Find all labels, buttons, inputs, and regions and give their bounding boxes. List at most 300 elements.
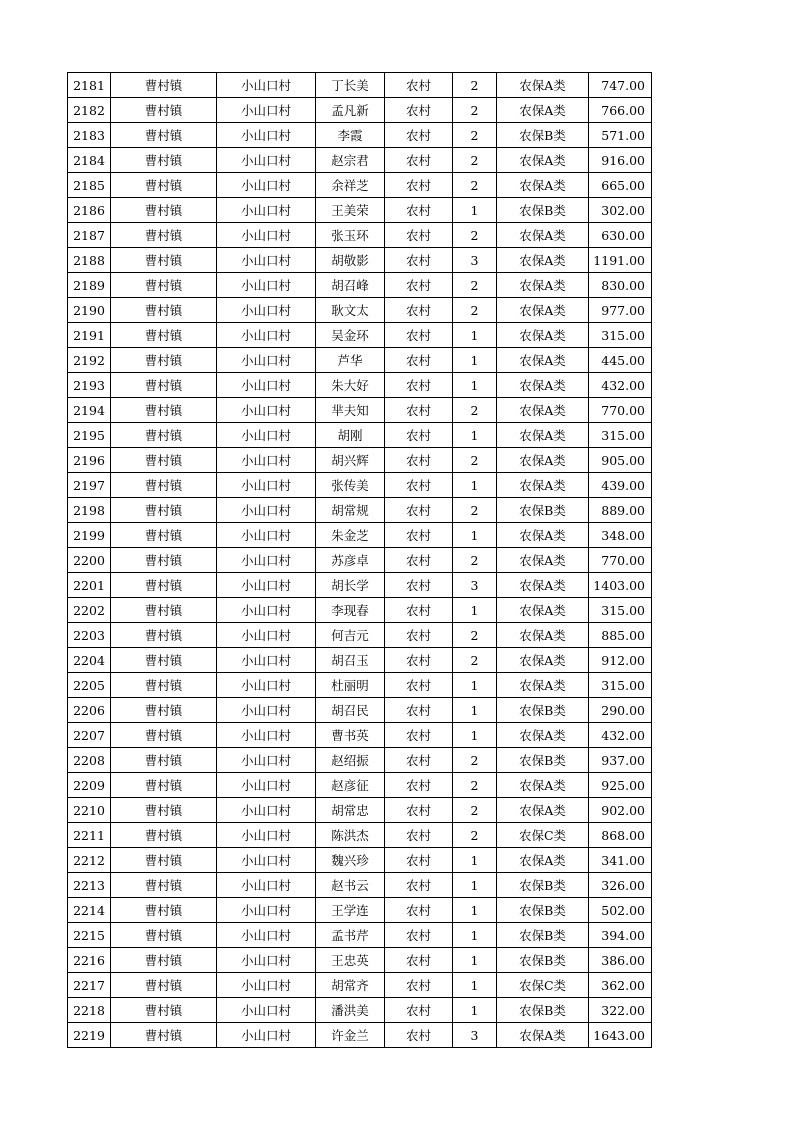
town-cell: 曹村镇 (111, 1023, 217, 1048)
town-cell: 曹村镇 (111, 948, 217, 973)
town-cell: 曹村镇 (111, 423, 217, 448)
category-cell: 农保A类 (497, 573, 589, 598)
village-cell: 小山口村 (217, 448, 316, 473)
amount-cell: 341.00 (589, 848, 652, 873)
row-number-cell: 2212 (68, 848, 111, 873)
town-cell: 曹村镇 (111, 198, 217, 223)
amount-cell: 439.00 (589, 473, 652, 498)
category-cell: 农保B类 (497, 698, 589, 723)
table-row (68, 473, 652, 498)
area-type-cell: 农村 (385, 223, 453, 248)
amount-cell: 445.00 (589, 348, 652, 373)
amount-cell: 432.00 (589, 373, 652, 398)
amount-cell: 348.00 (589, 523, 652, 548)
area-type-cell: 农村 (385, 423, 453, 448)
name-cell: 王忠英 (316, 948, 385, 973)
area-type-cell: 农村 (385, 948, 453, 973)
town-cell: 曹村镇 (111, 698, 217, 723)
row-number-cell: 2219 (68, 1023, 111, 1048)
area-type-cell: 农村 (385, 698, 453, 723)
town-cell: 曹村镇 (111, 973, 217, 998)
town-cell: 曹村镇 (111, 373, 217, 398)
town-cell: 曹村镇 (111, 98, 217, 123)
household-size-cell: 2 (453, 173, 497, 198)
household-size-cell: 2 (453, 123, 497, 148)
name-cell: 陈洪杰 (316, 823, 385, 848)
category-cell: 农保B类 (497, 873, 589, 898)
row-number-cell: 2188 (68, 248, 111, 273)
row-number-cell: 2208 (68, 748, 111, 773)
row-number-cell: 2196 (68, 448, 111, 473)
name-cell: 曹书英 (316, 723, 385, 748)
area-type-cell: 农村 (385, 248, 453, 273)
data-table (67, 72, 652, 1048)
town-cell: 曹村镇 (111, 498, 217, 523)
area-type-cell: 农村 (385, 773, 453, 798)
village-cell: 小山口村 (217, 998, 316, 1023)
name-cell: 王学连 (316, 898, 385, 923)
category-cell: 农保A类 (497, 298, 589, 323)
name-cell: 胡刚 (316, 423, 385, 448)
table-row (68, 723, 652, 748)
row-number-cell: 2184 (68, 148, 111, 173)
row-number-cell: 2194 (68, 398, 111, 423)
row-number-cell: 2193 (68, 373, 111, 398)
village-cell: 小山口村 (217, 323, 316, 348)
village-cell: 小山口村 (217, 73, 316, 98)
amount-cell: 322.00 (589, 998, 652, 1023)
table-row (68, 448, 652, 473)
town-cell: 曹村镇 (111, 248, 217, 273)
household-size-cell: 1 (453, 873, 497, 898)
village-cell: 小山口村 (217, 273, 316, 298)
amount-cell: 905.00 (589, 448, 652, 473)
row-number-cell: 2203 (68, 623, 111, 648)
amount-cell: 770.00 (589, 398, 652, 423)
amount-cell: 925.00 (589, 773, 652, 798)
name-cell: 赵绍振 (316, 748, 385, 773)
household-size-cell: 1 (453, 423, 497, 448)
amount-cell: 830.00 (589, 273, 652, 298)
village-cell: 小山口村 (217, 148, 316, 173)
table-row (68, 173, 652, 198)
category-cell: 农保A类 (497, 323, 589, 348)
area-type-cell: 农村 (385, 1023, 453, 1048)
area-type-cell: 农村 (385, 573, 453, 598)
village-cell: 小山口村 (217, 398, 316, 423)
table-row (68, 598, 652, 623)
category-cell: 农保A类 (497, 1023, 589, 1048)
area-type-cell: 农村 (385, 173, 453, 198)
amount-cell: 665.00 (589, 173, 652, 198)
town-cell: 曹村镇 (111, 298, 217, 323)
category-cell: 农保A类 (497, 173, 589, 198)
village-cell: 小山口村 (217, 223, 316, 248)
table-row (68, 73, 652, 98)
town-cell: 曹村镇 (111, 148, 217, 173)
name-cell: 王美荣 (316, 198, 385, 223)
household-size-cell: 1 (453, 698, 497, 723)
name-cell: 胡兴辉 (316, 448, 385, 473)
household-size-cell: 1 (453, 523, 497, 548)
category-cell: 农保C类 (497, 823, 589, 848)
name-cell: 胡常齐 (316, 973, 385, 998)
town-cell: 曹村镇 (111, 873, 217, 898)
name-cell: 胡长学 (316, 573, 385, 598)
area-type-cell: 农村 (385, 848, 453, 873)
table-row (68, 623, 652, 648)
table-row (68, 948, 652, 973)
table-row (68, 148, 652, 173)
household-size-cell: 2 (453, 73, 497, 98)
area-type-cell: 农村 (385, 323, 453, 348)
area-type-cell: 农村 (385, 523, 453, 548)
amount-cell: 1643.00 (589, 1023, 652, 1048)
table-row (68, 398, 652, 423)
village-cell: 小山口村 (217, 573, 316, 598)
village-cell: 小山口村 (217, 523, 316, 548)
table-row (68, 423, 652, 448)
village-cell: 小山口村 (217, 923, 316, 948)
area-type-cell: 农村 (385, 648, 453, 673)
area-type-cell: 农村 (385, 973, 453, 998)
area-type-cell: 农村 (385, 723, 453, 748)
table-row (68, 698, 652, 723)
row-number-cell: 2205 (68, 673, 111, 698)
area-type-cell: 农村 (385, 348, 453, 373)
town-cell: 曹村镇 (111, 523, 217, 548)
area-type-cell: 农村 (385, 298, 453, 323)
name-cell: 胡敬影 (316, 248, 385, 273)
table-row (68, 748, 652, 773)
area-type-cell: 农村 (385, 823, 453, 848)
area-type-cell: 农村 (385, 898, 453, 923)
town-cell: 曹村镇 (111, 223, 217, 248)
row-number-cell: 2202 (68, 598, 111, 623)
village-cell: 小山口村 (217, 898, 316, 923)
table-row (68, 823, 652, 848)
amount-cell: 362.00 (589, 973, 652, 998)
category-cell: 农保A类 (497, 348, 589, 373)
row-number-cell: 2195 (68, 423, 111, 448)
town-cell: 曹村镇 (111, 548, 217, 573)
village-cell: 小山口村 (217, 248, 316, 273)
village-cell: 小山口村 (217, 623, 316, 648)
table-row (68, 773, 652, 798)
name-cell: 何吉元 (316, 623, 385, 648)
area-type-cell: 农村 (385, 498, 453, 523)
table-row (68, 573, 652, 598)
village-cell: 小山口村 (217, 123, 316, 148)
table-row (68, 548, 652, 573)
village-cell: 小山口村 (217, 548, 316, 573)
household-size-cell: 2 (453, 98, 497, 123)
name-cell: 杜丽明 (316, 673, 385, 698)
household-size-cell: 2 (453, 148, 497, 173)
town-cell: 曹村镇 (111, 823, 217, 848)
village-cell: 小山口村 (217, 823, 316, 848)
name-cell: 朱金芝 (316, 523, 385, 548)
area-type-cell: 农村 (385, 123, 453, 148)
amount-cell: 912.00 (589, 648, 652, 673)
household-size-cell: 2 (453, 798, 497, 823)
amount-cell: 885.00 (589, 623, 652, 648)
town-cell: 曹村镇 (111, 898, 217, 923)
category-cell: 农保B类 (497, 923, 589, 948)
name-cell: 苏彦卓 (316, 548, 385, 573)
category-cell: 农保A类 (497, 623, 589, 648)
household-size-cell: 2 (453, 448, 497, 473)
table-row (68, 373, 652, 398)
amount-cell: 315.00 (589, 598, 652, 623)
amount-cell: 937.00 (589, 748, 652, 773)
household-size-cell: 2 (453, 648, 497, 673)
town-cell: 曹村镇 (111, 323, 217, 348)
row-number-cell: 2198 (68, 498, 111, 523)
village-cell: 小山口村 (217, 798, 316, 823)
town-cell: 曹村镇 (111, 798, 217, 823)
area-type-cell: 农村 (385, 548, 453, 573)
area-type-cell: 农村 (385, 598, 453, 623)
row-number-cell: 2211 (68, 823, 111, 848)
area-type-cell: 农村 (385, 748, 453, 773)
amount-cell: 315.00 (589, 673, 652, 698)
household-size-cell: 1 (453, 198, 497, 223)
village-cell: 小山口村 (217, 648, 316, 673)
village-cell: 小山口村 (217, 848, 316, 873)
town-cell: 曹村镇 (111, 273, 217, 298)
table-row (68, 198, 652, 223)
category-cell: 农保B类 (497, 198, 589, 223)
town-cell: 曹村镇 (111, 123, 217, 148)
row-number-cell: 2204 (68, 648, 111, 673)
amount-cell: 1403.00 (589, 573, 652, 598)
area-type-cell: 农村 (385, 923, 453, 948)
category-cell: 农保A类 (497, 448, 589, 473)
table-row (68, 498, 652, 523)
village-cell: 小山口村 (217, 298, 316, 323)
table-row (68, 223, 652, 248)
row-number-cell: 2192 (68, 348, 111, 373)
name-cell: 张传美 (316, 473, 385, 498)
area-type-cell: 农村 (385, 373, 453, 398)
row-number-cell: 2201 (68, 573, 111, 598)
category-cell: 农保B类 (497, 123, 589, 148)
name-cell: 许金兰 (316, 1023, 385, 1048)
amount-cell: 386.00 (589, 948, 652, 973)
household-size-cell: 1 (453, 848, 497, 873)
household-size-cell: 2 (453, 748, 497, 773)
category-cell: 农保A类 (497, 273, 589, 298)
name-cell: 李现春 (316, 598, 385, 623)
row-number-cell: 2187 (68, 223, 111, 248)
table-row (68, 1023, 652, 1048)
amount-cell: 394.00 (589, 923, 652, 948)
village-cell: 小山口村 (217, 598, 316, 623)
town-cell: 曹村镇 (111, 748, 217, 773)
town-cell: 曹村镇 (111, 473, 217, 498)
table-row (68, 298, 652, 323)
row-number-cell: 2190 (68, 298, 111, 323)
area-type-cell: 农村 (385, 798, 453, 823)
category-cell: 农保A类 (497, 648, 589, 673)
row-number-cell: 2181 (68, 73, 111, 98)
household-size-cell: 1 (453, 598, 497, 623)
amount-cell: 889.00 (589, 498, 652, 523)
area-type-cell: 农村 (385, 198, 453, 223)
row-number-cell: 2200 (68, 548, 111, 573)
amount-cell: 868.00 (589, 823, 652, 848)
town-cell: 曹村镇 (111, 648, 217, 673)
row-number-cell: 2191 (68, 323, 111, 348)
village-cell: 小山口村 (217, 873, 316, 898)
town-cell: 曹村镇 (111, 73, 217, 98)
category-cell: 农保B类 (497, 748, 589, 773)
name-cell: 芈夫知 (316, 398, 385, 423)
table-row (68, 898, 652, 923)
town-cell: 曹村镇 (111, 173, 217, 198)
amount-cell: 630.00 (589, 223, 652, 248)
category-cell: 农保A类 (497, 73, 589, 98)
row-number-cell: 2197 (68, 473, 111, 498)
row-number-cell: 2189 (68, 273, 111, 298)
amount-cell: 502.00 (589, 898, 652, 923)
village-cell: 小山口村 (217, 98, 316, 123)
area-type-cell: 农村 (385, 673, 453, 698)
household-size-cell: 2 (453, 498, 497, 523)
row-number-cell: 2186 (68, 198, 111, 223)
village-cell: 小山口村 (217, 1023, 316, 1048)
name-cell: 赵宗君 (316, 148, 385, 173)
village-cell: 小山口村 (217, 723, 316, 748)
town-cell: 曹村镇 (111, 398, 217, 423)
name-cell: 孟书芹 (316, 923, 385, 948)
name-cell: 胡召玉 (316, 648, 385, 673)
row-number-cell: 2209 (68, 773, 111, 798)
category-cell: 农保A类 (497, 98, 589, 123)
area-type-cell: 农村 (385, 873, 453, 898)
town-cell: 曹村镇 (111, 923, 217, 948)
household-size-cell: 2 (453, 398, 497, 423)
category-cell: 农保A类 (497, 798, 589, 823)
area-type-cell: 农村 (385, 273, 453, 298)
amount-cell: 1191.00 (589, 248, 652, 273)
row-number-cell: 2207 (68, 723, 111, 748)
household-size-cell: 1 (453, 973, 497, 998)
household-size-cell: 3 (453, 248, 497, 273)
household-size-cell: 1 (453, 998, 497, 1023)
amount-cell: 315.00 (589, 423, 652, 448)
name-cell: 吴金环 (316, 323, 385, 348)
town-cell: 曹村镇 (111, 998, 217, 1023)
area-type-cell: 农村 (385, 148, 453, 173)
row-number-cell: 2214 (68, 898, 111, 923)
category-cell: 农保A类 (497, 373, 589, 398)
category-cell: 农保A类 (497, 548, 589, 573)
table-row (68, 323, 652, 348)
name-cell: 赵彦征 (316, 773, 385, 798)
category-cell: 农保A类 (497, 848, 589, 873)
town-cell: 曹村镇 (111, 598, 217, 623)
table-row (68, 848, 652, 873)
village-cell: 小山口村 (217, 773, 316, 798)
amount-cell: 770.00 (589, 548, 652, 573)
row-number-cell: 2210 (68, 798, 111, 823)
household-size-cell: 1 (453, 473, 497, 498)
village-cell: 小山口村 (217, 348, 316, 373)
table-row (68, 923, 652, 948)
row-number-cell: 2183 (68, 123, 111, 148)
category-cell: 农保A类 (497, 473, 589, 498)
town-cell: 曹村镇 (111, 448, 217, 473)
table-row (68, 673, 652, 698)
amount-cell: 290.00 (589, 698, 652, 723)
area-type-cell: 农村 (385, 98, 453, 123)
row-number-cell: 2213 (68, 873, 111, 898)
name-cell: 赵书云 (316, 873, 385, 898)
row-number-cell: 2216 (68, 948, 111, 973)
category-cell: 农保B类 (497, 898, 589, 923)
category-cell: 农保B类 (497, 498, 589, 523)
category-cell: 农保A类 (497, 673, 589, 698)
household-size-cell: 1 (453, 898, 497, 923)
row-number-cell: 2218 (68, 998, 111, 1023)
category-cell: 农保A类 (497, 773, 589, 798)
village-cell: 小山口村 (217, 198, 316, 223)
amount-cell: 326.00 (589, 873, 652, 898)
town-cell: 曹村镇 (111, 773, 217, 798)
category-cell: 农保A类 (497, 148, 589, 173)
area-type-cell: 农村 (385, 998, 453, 1023)
village-cell: 小山口村 (217, 373, 316, 398)
area-type-cell: 农村 (385, 623, 453, 648)
table-row (68, 998, 652, 1023)
village-cell: 小山口村 (217, 473, 316, 498)
name-cell: 胡召民 (316, 698, 385, 723)
table-row (68, 648, 652, 673)
category-cell: 农保C类 (497, 973, 589, 998)
row-number-cell: 2199 (68, 523, 111, 548)
name-cell: 孟凡新 (316, 98, 385, 123)
category-cell: 农保A类 (497, 423, 589, 448)
table-row (68, 248, 652, 273)
name-cell: 朱大好 (316, 373, 385, 398)
area-type-cell: 农村 (385, 73, 453, 98)
table-row (68, 798, 652, 823)
town-cell: 曹村镇 (111, 848, 217, 873)
table-row (68, 98, 652, 123)
category-cell: 农保A类 (497, 398, 589, 423)
household-size-cell: 2 (453, 273, 497, 298)
category-cell: 农保A类 (497, 523, 589, 548)
name-cell: 胡召峰 (316, 273, 385, 298)
town-cell: 曹村镇 (111, 348, 217, 373)
village-cell: 小山口村 (217, 748, 316, 773)
category-cell: 农保A类 (497, 723, 589, 748)
household-size-cell: 1 (453, 348, 497, 373)
name-cell: 胡常规 (316, 498, 385, 523)
row-number-cell: 2217 (68, 973, 111, 998)
category-cell: 农保B类 (497, 998, 589, 1023)
town-cell: 曹村镇 (111, 623, 217, 648)
household-size-cell: 2 (453, 223, 497, 248)
category-cell: 农保A类 (497, 598, 589, 623)
amount-cell: 432.00 (589, 723, 652, 748)
table-row (68, 873, 652, 898)
name-cell: 胡常忠 (316, 798, 385, 823)
name-cell: 余祥芝 (316, 173, 385, 198)
household-size-cell: 1 (453, 923, 497, 948)
